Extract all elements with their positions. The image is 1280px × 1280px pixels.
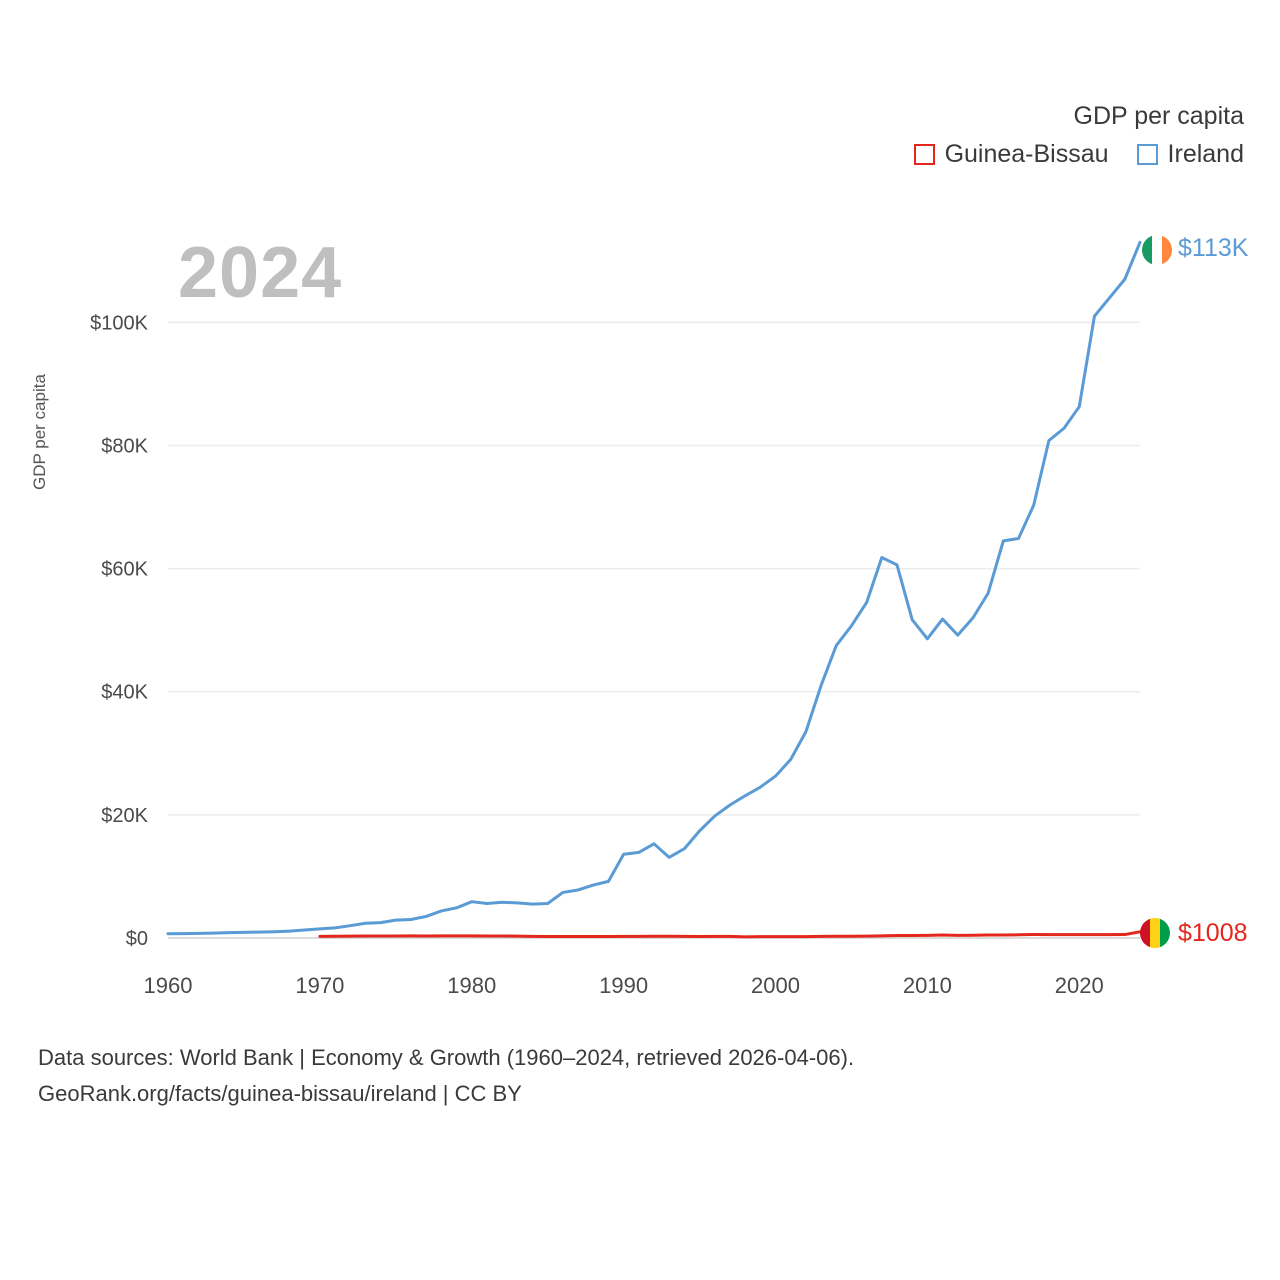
x-tick-label: 2020 xyxy=(1054,973,1104,998)
footer-attribution: GeoRank.org/facts/guinea-bissau/ireland | CC BY xyxy=(38,1081,522,1107)
flag-icon-guinea-bissau xyxy=(1140,918,1170,948)
end-value-ireland: $113K xyxy=(1178,234,1249,262)
y-tick-label: $40K xyxy=(101,681,148,704)
year-watermark: 2024 xyxy=(178,233,343,313)
x-tick-label: 1990 xyxy=(599,973,649,998)
series-line-guinea-bissau xyxy=(320,932,1140,937)
legend-label-guinea-bissau: Guinea-Bissau xyxy=(944,140,1109,168)
y-tick-label: $100K xyxy=(90,312,148,335)
y-axis-title: GDP per capita xyxy=(30,374,49,490)
x-tick-label: 1980 xyxy=(447,973,497,998)
flag-icon-ireland xyxy=(1142,235,1172,265)
y-tick-label: $0 xyxy=(125,928,148,950)
y-tick-label: $60K xyxy=(101,558,148,581)
y-tick-label: $20K xyxy=(101,804,148,827)
y-tick-label: $80K xyxy=(101,435,148,458)
x-tick-label: 2000 xyxy=(751,973,800,998)
series-line-ireland xyxy=(168,242,1140,933)
legend-title: GDP per capita xyxy=(1073,102,1244,130)
footer xyxy=(38,1040,854,1113)
x-tick-label: 2010 xyxy=(902,973,952,998)
x-tick-label: 1970 xyxy=(295,973,345,998)
legend-label-ireland: Ireland xyxy=(1167,140,1244,168)
x-tick-label: 1960 xyxy=(143,973,193,998)
footer-data-sources: Data sources: World Bank | Economy & Growth (1960–2024, retrieved 2026-04-06). xyxy=(38,1045,855,1070)
end-value-guinea-bissau: $1008 xyxy=(1178,919,1248,947)
